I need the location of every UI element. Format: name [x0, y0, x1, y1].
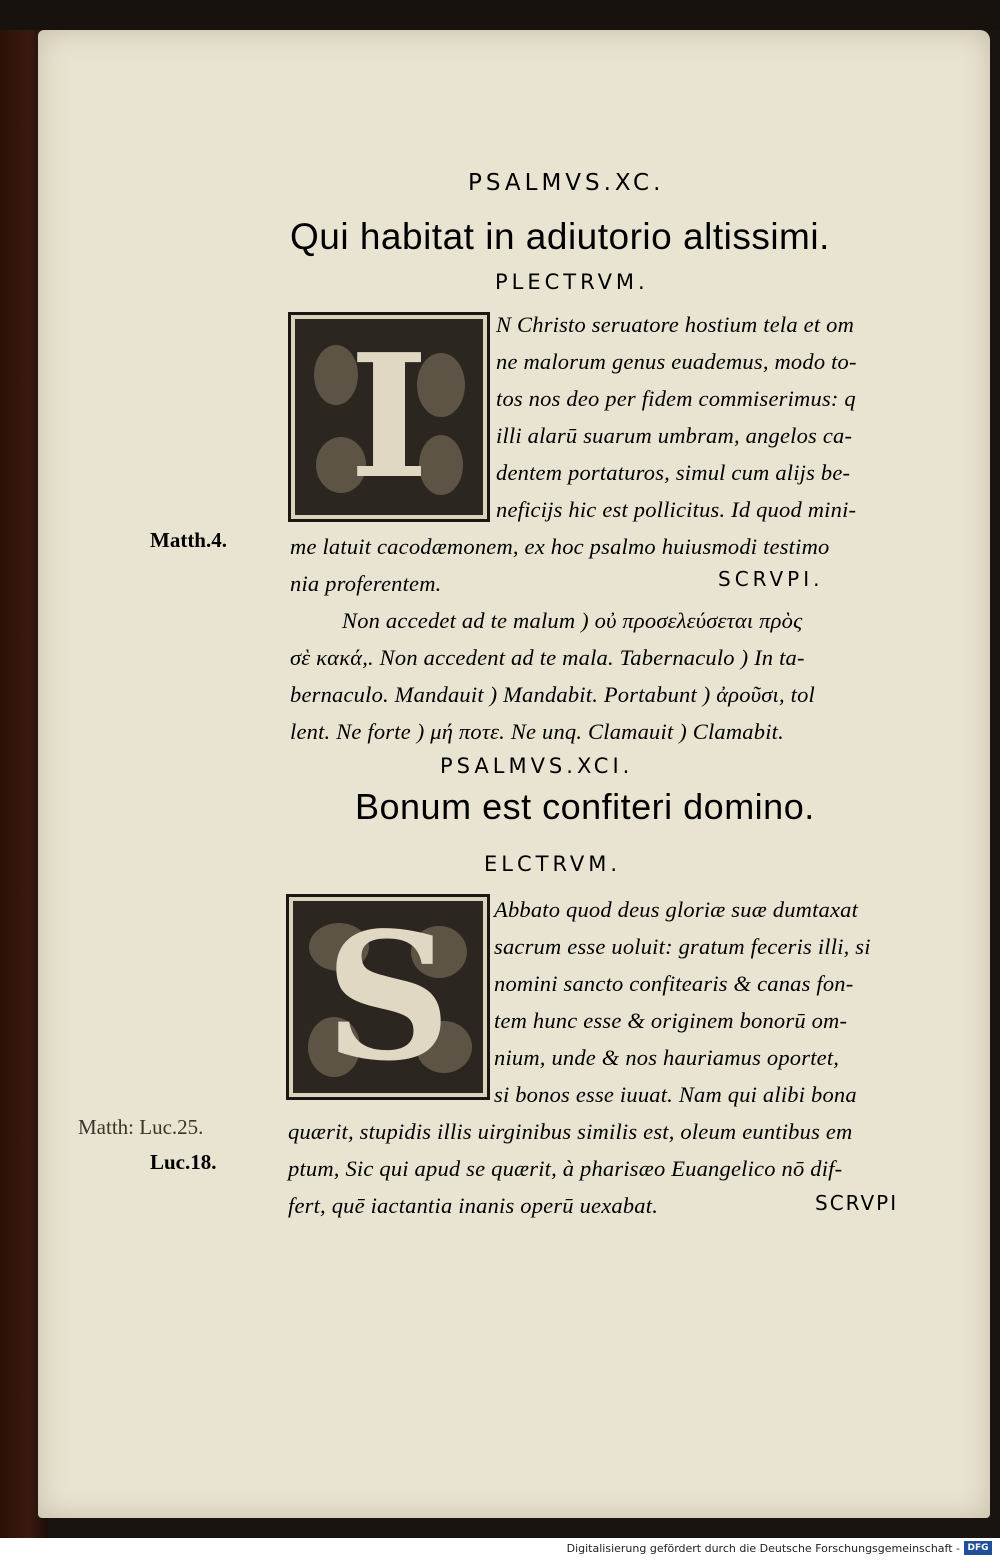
psalm2-line-1: Abbato quod deus gloriæ suæ dumtaxat	[494, 897, 859, 922]
psalm2-line-7: quærit, stupidis illis uirginibus similis est, oleum euntibus em	[288, 1119, 853, 1144]
psalm2-heading: PSALMVS.XCI.	[440, 754, 634, 778]
psalm1-note-line-2: σὲ κακά,. Non accedent ad te mala. Tabernaculo ) In ta-	[290, 645, 805, 670]
psalm1-line-7: me latuit cacodæmonem, ex hoc psalmo huiusmodi testimo	[290, 534, 830, 559]
running-head: PSALMVS.XC.	[468, 170, 665, 196]
psalm1-line-2: ne malorum genus euademus, modo to-	[496, 349, 857, 374]
psalm1-title: Qui habitat in adiutorio altissimi.	[290, 216, 830, 257]
margin-note-luc: Luc.18.	[150, 1150, 217, 1174]
decorated-initial-i	[288, 312, 490, 522]
psalm1-note-line-1: Non accedet ad te malum ) οὐ προσελεύσεται πρὸς	[342, 608, 803, 633]
initial-letter: S	[324, 894, 452, 1100]
psalm2-line-2: sacrum esse uoluit: gratum feceris illi, si	[494, 934, 871, 959]
psalm1-line-6: neficijs hic est pollicitus. Id quod mini-	[496, 497, 857, 522]
psalm2-title: Bonum est confiteri domino.	[355, 786, 815, 827]
dfg-logo: DFG	[964, 1541, 992, 1555]
margin-note-matth: Matth.4.	[150, 528, 227, 552]
psalm2-line-4: tem hunc esse & originem bonorū om-	[494, 1008, 848, 1033]
psalm2-line-9: fert, quē iactantia inanis operū uexabat.	[288, 1193, 659, 1218]
psalm1-line-5: dentem portaturos, simul cum alijs be-	[496, 460, 851, 485]
psalm1-line-4: illi alarū suarum umbram, angelos ca-	[496, 423, 853, 448]
psalm1-line-3: tos nos deo per fidem commiserimus: q	[496, 386, 856, 411]
scan-background	[0, 0, 1000, 30]
funding-notice: Digitalisierung gefördert durch die Deutsche Forschungsgemeinschaft -	[566, 1542, 960, 1555]
psalm2-line-3: nomini sancto confitearis & canas fon-	[494, 971, 854, 996]
psalm1-line-1: N Christo seruatore hostium tela et om	[496, 312, 855, 337]
decorated-initial-s	[286, 894, 490, 1100]
footer-bar	[0, 1538, 1000, 1561]
margin-note-matth-luc: Matth: Luc.25.	[78, 1115, 204, 1139]
psalm1-note-line-3: bernaculo. Mandauit ) Mandabit. Portabunt ) ἀροῦσι, tol	[290, 682, 815, 707]
initial-letter: I	[349, 317, 429, 517]
psalm2-subheading: ELCTRVM.	[484, 852, 622, 876]
psalm1-subheading: PLECTRVM.	[495, 270, 649, 294]
psalm1-scrupi-label: SCRVPI.	[718, 567, 824, 591]
psalm1-line-8: nia proferentem.	[290, 571, 442, 596]
psalm2-line-8: ptum, Sic qui apud se quærit, à pharisæo Euangelico nō dif-	[288, 1156, 843, 1181]
psalm2-line-6: si bonos esse iuuat. Nam qui alibi bona	[494, 1082, 857, 1107]
psalm2-line-5: nium, unde & nos hauriamus oportet,	[494, 1045, 840, 1070]
psalm2-scrupi-label: SCRVPI	[815, 1191, 899, 1215]
psalm1-note-line-4: lent. Ne forte ) μή ποτε. Ne unq. Clamauit ) Clamabit.	[290, 719, 784, 744]
